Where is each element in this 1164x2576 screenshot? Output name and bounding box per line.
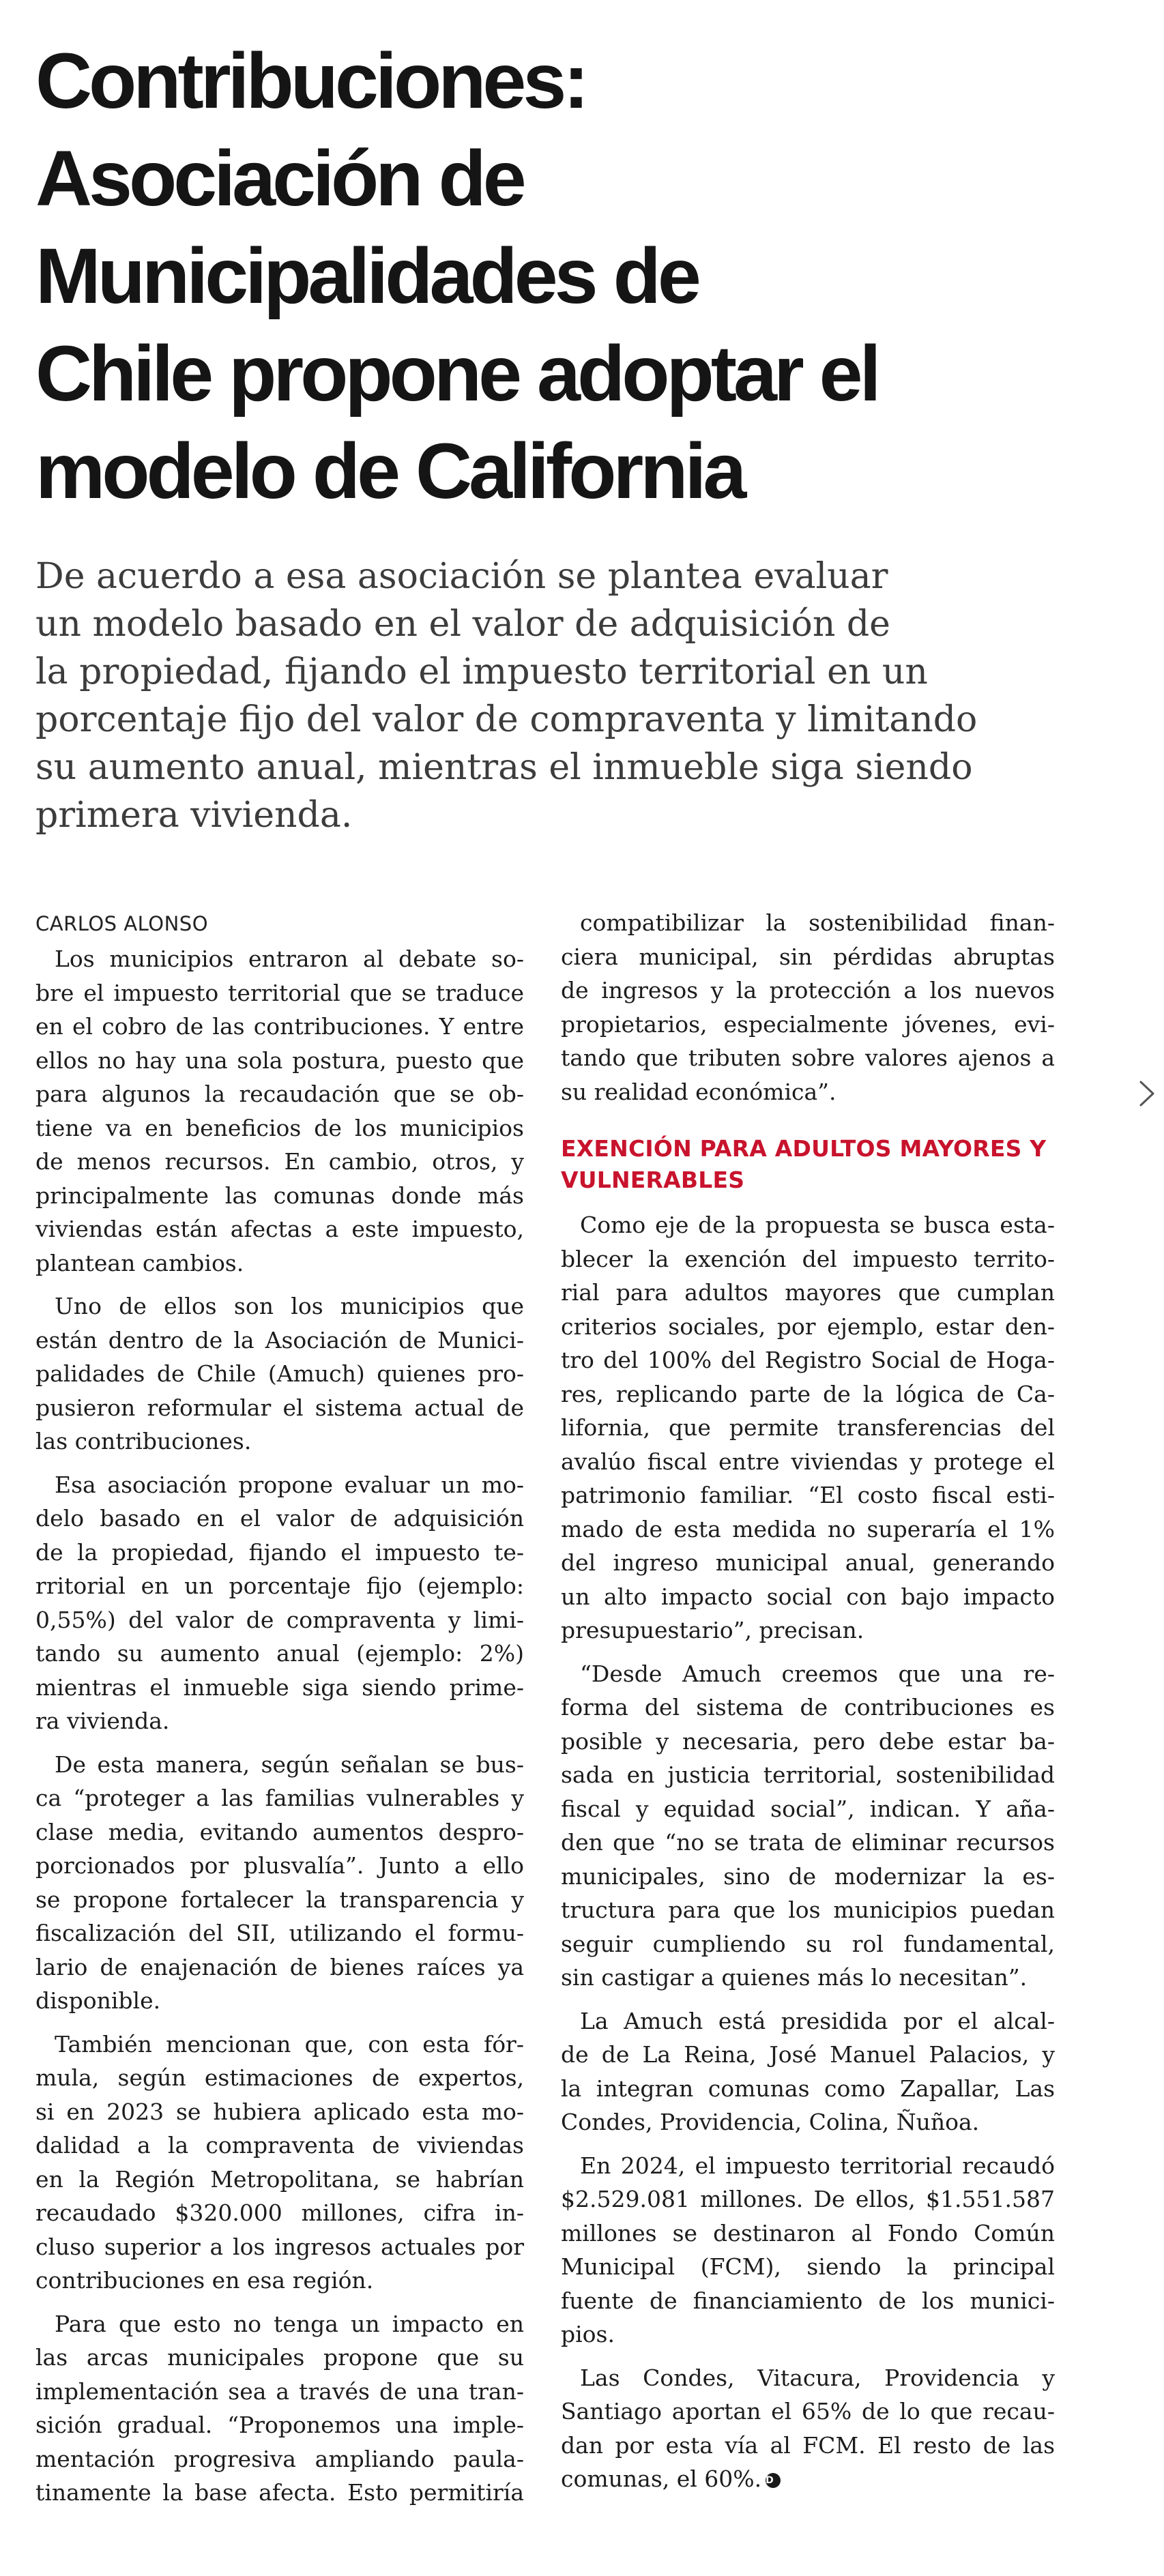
text-line: Las Condes, Vitacura, Providencia y — [580, 2364, 1055, 2391]
headline-line: Chile propone adoptar el — [35, 330, 878, 418]
lede-line: primera vivienda. — [35, 795, 353, 836]
text-line: la integran comunas como Zapallar, Las — [561, 2075, 1055, 2102]
text-line: recaudado $320.000 millones, cifra in- — [35, 2199, 524, 2226]
text-line: compatibilizar la sostenibilidad finan- — [580, 909, 1055, 936]
right-column-bottom-body — [561, 1208, 1055, 2496]
right-column-top-body — [561, 906, 1055, 1109]
text-line: mula, según estimaciones de expertos, — [35, 2064, 524, 2091]
text-line: millones se destinaron al Fondo Común — [561, 2219, 1055, 2246]
text-line: dalidad a la compraventa de viviendas — [35, 2132, 524, 2158]
paragraph — [561, 906, 1055, 1109]
end-of-article-mark: D — [766, 2473, 781, 2488]
text-line: se propone fortalecer la transparencia y — [35, 1886, 524, 1913]
text-line: mientras el inmueble siga siendo prime- — [35, 1673, 524, 1701]
paragraph — [35, 2028, 524, 2298]
text-line: pios. — [561, 2321, 615, 2347]
text-line: Uno de ellos son los municipios que — [55, 1293, 524, 1319]
text-line: avalúo fiscal entre viviendas y protege el — [561, 1448, 1055, 1475]
text-line: También mencionan que, con esta fór- — [55, 2030, 524, 2058]
lede-line: la propiedad, fijando el impuesto territorial en un — [35, 652, 928, 692]
text-line: su realidad económica”. — [561, 1078, 836, 1105]
text-line: de de La Reina, José Manuel Palacios, y — [561, 2041, 1055, 2068]
text-line: ra vivienda. — [35, 1708, 170, 1734]
text-line: Condes, Providencia, Colina, Ñuñoa. — [561, 2109, 980, 2135]
text-line: las arcas municipales propone que su — [35, 2344, 524, 2371]
text-line: para algunos la recaudación que se ob- — [35, 1081, 524, 1107]
text-line: tructura para que los municipios puedan — [561, 1897, 1055, 1923]
paragraph — [561, 2004, 1055, 2139]
text-line: plantean cambios. — [35, 1249, 244, 1276]
text-line: criterios sociales, por ejemplo, estar den- — [561, 1313, 1055, 1340]
text-line: palidades de Chile (Amuch) quienes pro- — [35, 1360, 524, 1387]
text-line: municipales, sino de modernizar la es- — [561, 1862, 1055, 1890]
text-line: contribuciones en esa región. — [35, 2267, 374, 2294]
text-line: en la Región Metropolitana, se habrían — [35, 2165, 524, 2193]
text-line: lifornia, que permite transferencias del — [561, 1414, 1055, 1441]
text-line: delo basado en el valor de adquisición — [35, 1505, 524, 1532]
text-line: En 2024, el impuesto territorial recaudó — [580, 2152, 1055, 2179]
headline-line: Contribuciones: — [35, 38, 586, 125]
text-line: tiene va en beneficios de los municipios — [35, 1114, 524, 1141]
text-line: De esta manera, según señalan se bus- — [55, 1751, 524, 1778]
text-line: implementación sea a través de una tran- — [35, 2377, 524, 2405]
text-line: dan por esta vía al FCM. El resto de las — [561, 2431, 1055, 2459]
text-line: Como eje de la propuesta se busca esta- — [580, 1212, 1055, 1238]
paragraph — [561, 1657, 1055, 1995]
text-line: comunas, el 60%. D — [561, 2462, 1055, 2496]
text-line: sin castigar a quienes más lo necesitan”. — [561, 1964, 1028, 1991]
text-line: mentación progresiva ampliando paula- — [35, 2445, 524, 2472]
text-line: pusieron reformular el sistema actual de — [35, 1394, 524, 1421]
text-line: seguir cumpliendo su rol fundamental, — [561, 1930, 1055, 1957]
subhead-line: VULNERABLES — [561, 1167, 745, 1193]
text-line: propietarios, especialmente jóvenes, evi- — [561, 1010, 1055, 1038]
text-line: rritorial en un porcentaje fijo (ejemplo: — [35, 1572, 524, 1599]
chevron-right-icon[interactable] — [1138, 1077, 1156, 1111]
text-line: Santiago aportan el 65% de lo que recau- — [561, 2398, 1055, 2425]
text-line: 0,55%) del valor de compraventa y limi- — [35, 1606, 524, 1633]
paragraph — [35, 1468, 524, 1738]
article-headline — [35, 33, 1127, 521]
text-line: sición gradual. “Proponemos una imple- — [35, 2412, 524, 2438]
text-line: cluso superior a los ingresos actuales por — [35, 2233, 524, 2260]
text-line: en el cobro de las contribuciones. Y entre — [35, 1013, 524, 1040]
article-lede — [35, 553, 1100, 839]
text-line: Para que esto no tenga un impacto en — [55, 2310, 524, 2337]
paragraph — [561, 1208, 1055, 1648]
text-line: mado de esta medida no superaría el 1% — [561, 1515, 1055, 1542]
text-line: de la propiedad, fijando el impuesto te- — [35, 1538, 524, 1566]
paragraph — [561, 2149, 1055, 2352]
text-line: tando que tributen sobre valores ajenos a — [561, 1044, 1055, 1071]
headline-line: Municipalidades de — [35, 233, 698, 320]
text-line: disponible. — [35, 1987, 161, 2014]
text-line: tando su aumento anual (ejemplo: 2%) — [35, 1640, 524, 1667]
text-line: principalmente las comunas donde más — [35, 1182, 524, 1209]
paragraph — [561, 2361, 1055, 2496]
text-line: las contribuciones. — [35, 1428, 252, 1454]
text-line: Municipal (FCM), siendo la principal — [561, 2253, 1055, 2280]
text-line: Los municipios entraron al debate so- — [55, 946, 524, 972]
text-line: tro del 100% del Registro Social de Hoga- — [561, 1347, 1055, 1373]
text-line: lario de enajenación de bienes raíces ya — [35, 1953, 524, 1980]
text-line: blecer la exención del impuesto territo- — [561, 1245, 1055, 1272]
text-line: fiscal y equidad social”, indican. Y aña- — [561, 1795, 1055, 1822]
text-line: sada en justicia territorial, sostenibilidad — [561, 1761, 1055, 1788]
text-line: “Desde Amuch creemos que una re- — [580, 1660, 1055, 1687]
text-line: de ingresos y la protección a los nuevos — [561, 977, 1055, 1004]
text-line: están dentro de la Asociación de Munici- — [35, 1326, 524, 1353]
text-line: viviendas están afectas a este impuesto, — [35, 1216, 524, 1242]
text-line: ca “proteger a las familias vulnerables y — [35, 1785, 524, 1811]
text-line: un alto impacto social con bajo impacto — [561, 1583, 1055, 1610]
paragraph — [35, 1748, 524, 2018]
paragraph — [35, 942, 524, 1280]
text-line: del ingreso municipal anual, generando — [561, 1549, 1055, 1576]
text-line: patrimonio familiar. “El costo fiscal esti- — [561, 1482, 1055, 1508]
headline-line: Asociación de — [35, 135, 523, 222]
text-line: res, replicando parte de la lógica de Ca- — [561, 1380, 1055, 1407]
paragraph — [35, 1289, 524, 1459]
text-line: $2.529.081 millones. De ellos, $1.551.587 — [561, 2186, 1055, 2212]
text-line: ellos no hay una sola postura, puesto que — [35, 1046, 524, 1074]
right-column — [561, 906, 1055, 2496]
text-line: rial para adultos mayores que cumplan — [561, 1279, 1055, 1306]
text-line: La Amuch está presidida por el alcal- — [580, 2007, 1055, 2034]
section-subhead — [561, 1133, 1055, 1196]
text-line: ciera municipal, sin pérdidas abruptas — [561, 943, 1055, 970]
byline: CARLOS ALONSO — [35, 912, 209, 935]
text-line: tinamente la base afecta. Esto permitiría — [35, 2479, 524, 2506]
text-line: de menos recursos. En cambio, otros, y — [35, 1148, 524, 1175]
lede-line: un modelo basado en el valor de adquisición de — [35, 604, 890, 645]
left-column — [35, 906, 524, 2510]
subhead-line: EXENCIÓN PARA ADULTOS MAYORES Y — [561, 1135, 1047, 1162]
lede-line: su aumento anual, mientras el inmueble siga siendo — [35, 747, 973, 788]
lede-line: De acuerdo a esa asociación se plantea evaluar — [35, 556, 888, 597]
headline-line: modelo de California — [35, 428, 744, 515]
text-line: den que “no se trata de eliminar recursos — [561, 1829, 1055, 1856]
text-line: presupuestario”, precisan. — [561, 1617, 864, 1643]
text-line: posible y necesaria, pero debe estar ba- — [561, 1727, 1055, 1755]
lede-line: porcentaje fijo del valor de compraventa y limitando — [35, 699, 978, 740]
text-line: fiscalización del SII, utilizando el formu- — [35, 1920, 524, 1946]
text-line: porcionados por plusvalía”. Junto a ello — [35, 1852, 524, 1879]
text-line: clase media, evitando aumentos despro- — [35, 1818, 524, 1845]
text-line: fuente de financiamiento de los munici- — [561, 2287, 1055, 2314]
text-line: si en 2023 se hubiera aplicado esta mo- — [35, 2098, 524, 2125]
text-line: Esa asociación propone evaluar un mo- — [55, 1471, 524, 1498]
paragraph — [35, 2307, 524, 2510]
text-line: bre el impuesto territorial que se traduce — [35, 979, 524, 1006]
text-line: forma del sistema de contribuciones es — [561, 1694, 1055, 1721]
left-column-body — [35, 942, 524, 2510]
